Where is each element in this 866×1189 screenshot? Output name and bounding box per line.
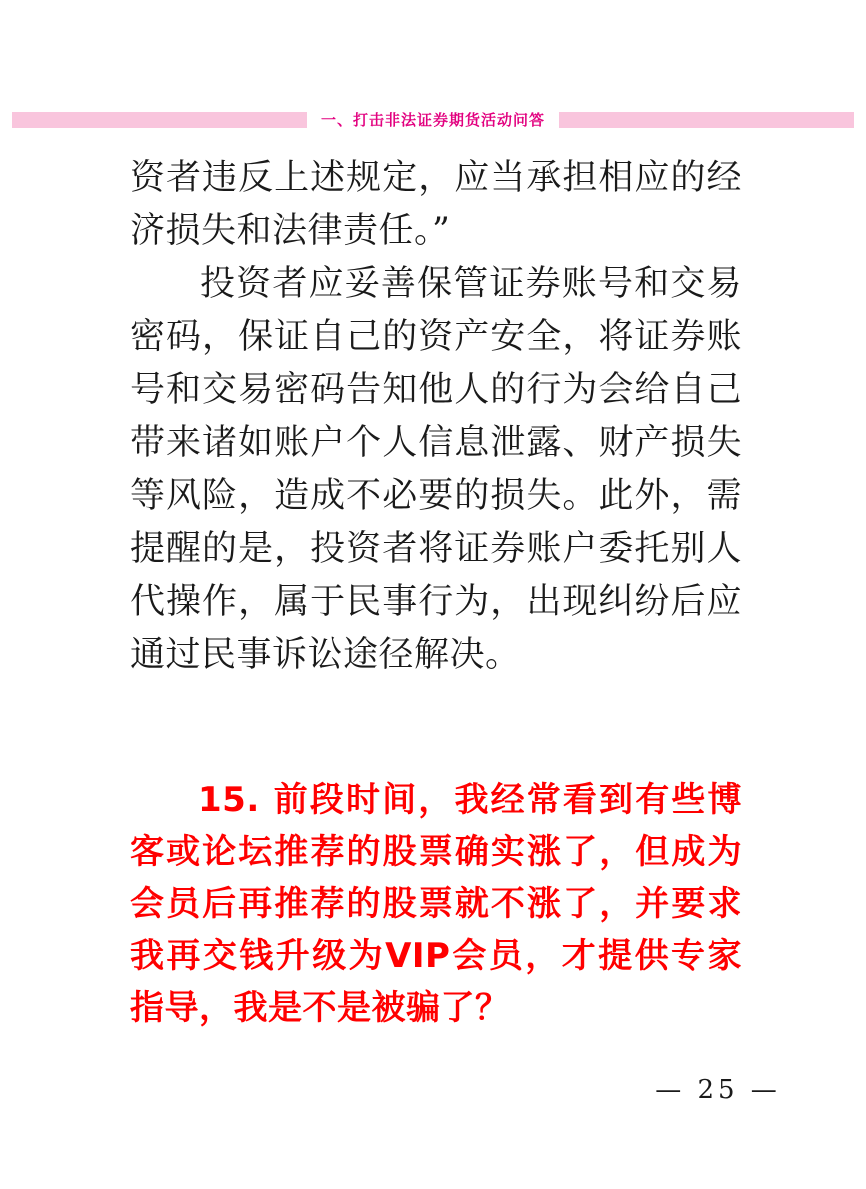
header-rule-right: [559, 112, 854, 128]
header-title: 一、打击非法证券期货活动问答: [321, 111, 546, 129]
running-header: [12, 108, 854, 132]
page-footer: [0, 1075, 866, 1105]
body-paragraph-1: 资者违反上述规定，应当承担相应的经济损失和法律责任。”: [130, 158, 742, 251]
body-paragraph-2: 投资者应妥善保管证券账号和交易密码，保证自己的资产安全，将证券账号和交易密码告知他人的行为会给自己带来诸如账户个人信息泄露、财产损失等风险，造成不必要的损失。此外，需提醒的是，投资者将证券账户委托别人代操作，属于民事行为，出现纠纷后应通过民事诉讼途径解决。: [130, 264, 742, 675]
page-number: — 25 —: [655, 1075, 781, 1105]
page-content: [130, 152, 742, 1068]
highlighted-question: 15. 前段时间，我经常看到有些博客或论坛推荐的股票确实涨了，但成为会员后再推荐的股票就不涨了，并要求我再交钱升级为VIP会员，才提供专家指导，我是不是被骗了？: [130, 780, 742, 1028]
header-rule-left: [12, 112, 307, 128]
